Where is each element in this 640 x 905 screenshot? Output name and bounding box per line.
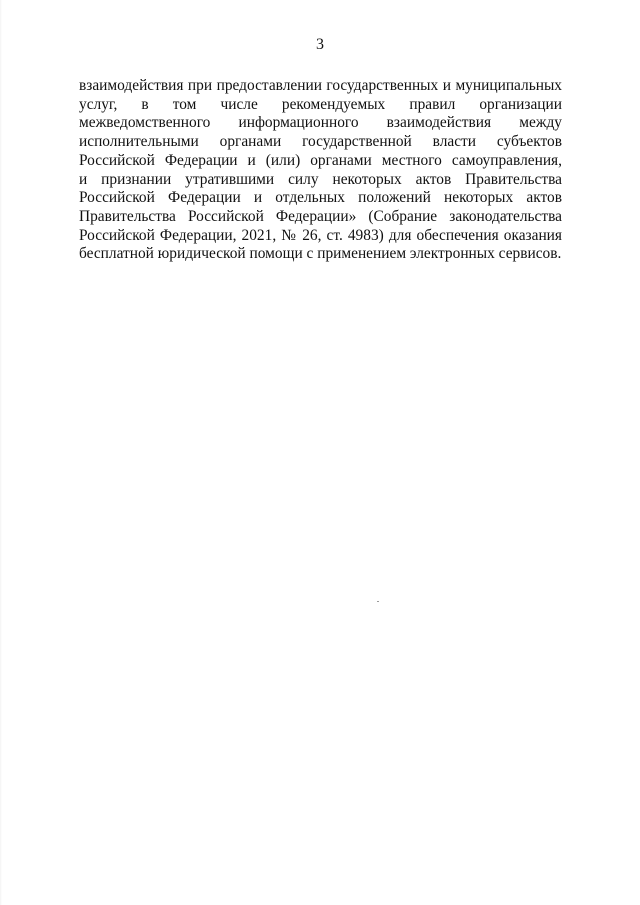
page-edge-shadow [0,0,2,905]
page-number: 3 [316,36,324,53]
paragraph-line: Правительства Российской Федерации» (Собрание законодательства [79,207,562,225]
scan-speck [377,601,379,602]
body-paragraph [79,77,562,264]
paragraph-line: Российской Федерации, 2021, № 26, ст. 4983) для обеспечения оказания [79,226,562,244]
paragraph-line: Российской Федерации и (или) органами местного самоуправления, [79,151,562,169]
paragraph-line: исполнительными органами государственной власти субъектов [79,133,562,151]
paragraph-line: услуг, в том числе рекомендуемых правил организации [79,95,562,113]
paragraph-line-last: бесплатной юридической помощи с применением электронных сервисов. [79,245,562,263]
paragraph-line: и признании утратившими силу некоторых актов Правительства [79,170,562,188]
paragraph-line: межведомственного информационного взаимодействия между [79,114,562,132]
paragraph-line: Российской Федерации и отдельных положений некоторых актов [79,189,562,207]
paragraph-line: взаимодействия при предоставлении государственных и муниципальных [79,77,562,94]
